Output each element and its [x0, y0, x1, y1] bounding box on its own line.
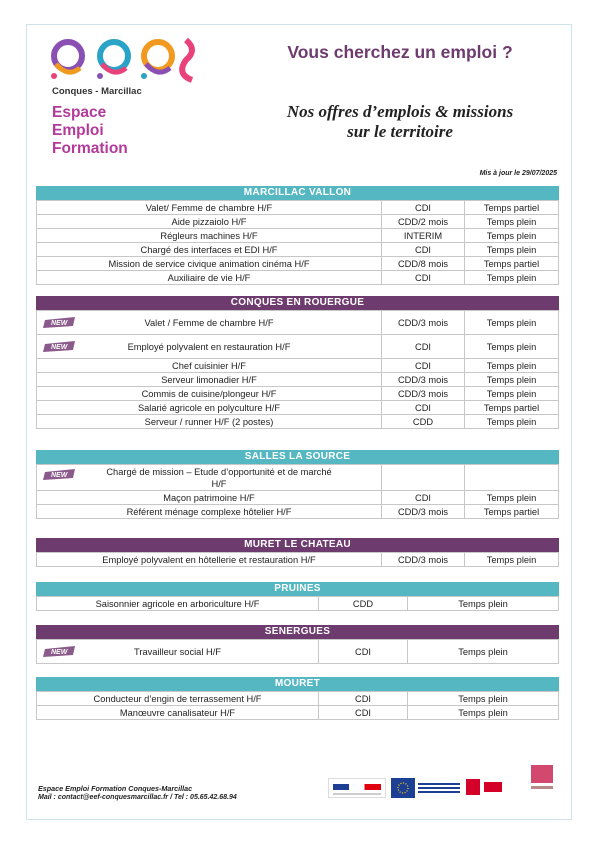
work-time: Temps plein — [465, 373, 559, 387]
work-time: Temps plein — [465, 311, 559, 335]
eef-logo — [46, 34, 206, 164]
contract-type: CDI — [319, 706, 408, 720]
job-title: Salarié agricole en polyculture H/F — [37, 401, 382, 415]
job-title — [37, 640, 319, 664]
new-badge-icon — [43, 645, 77, 657]
table-row[interactable] — [37, 387, 559, 401]
region-occitanie-logo-icon — [466, 778, 504, 796]
contract-type: CDD/3 mois — [382, 553, 465, 567]
work-time: Temps plein — [408, 692, 559, 706]
section-title: CONQUES EN ROUERGUE — [36, 296, 559, 310]
contract-type: CDD/3 mois — [382, 387, 465, 401]
contract-type: CDD/2 mois — [382, 215, 465, 229]
section-title: PRUINES — [36, 582, 559, 596]
job-title: Maçon patrimoine H/F — [37, 491, 382, 505]
contract-type: CDI — [319, 692, 408, 706]
job-title — [37, 465, 382, 491]
new-badge-text: NEW — [51, 344, 68, 351]
subtitle-line-1: Nos offres d’emplois & missions — [286, 102, 514, 121]
new-badge-text: NEW — [51, 649, 68, 656]
job-title: Serveur limonadier H/F — [37, 373, 382, 387]
footer-org: Espace Emploi Formation Conques-Marcillac — [38, 784, 193, 793]
job-title: Auxiliaire de vie H/F — [37, 271, 382, 285]
new-badge-icon — [43, 316, 77, 328]
contract-type: CDD/3 mois — [382, 505, 465, 519]
jobs-table — [36, 200, 559, 285]
work-time: Temps partiel — [465, 505, 559, 519]
table-row[interactable] — [37, 465, 559, 491]
table-row[interactable] — [37, 491, 559, 505]
table-row[interactable] — [37, 335, 559, 359]
new-badge-icon — [43, 468, 77, 480]
contract-type: CDI — [319, 640, 408, 664]
contract-type: CDD/3 mois — [382, 311, 465, 335]
work-time: Temps plein — [465, 271, 559, 285]
partner-logo-eu-text-icon — [416, 778, 462, 796]
work-time: Temps plein — [465, 491, 559, 505]
contract-type: CDI — [382, 359, 465, 373]
footer-contact[interactable]: Mail : contact@eef-conquesmarcillac.fr / Tel : 05.65.42.68.94 — [38, 794, 237, 801]
job-title: Manœuvre canalisateur H/F — [37, 706, 319, 720]
jobs-table — [36, 552, 559, 567]
work-time — [465, 465, 559, 491]
section-senergues — [36, 625, 559, 664]
contract-type: CDI — [382, 243, 465, 257]
jobs-table — [36, 464, 559, 519]
contract-type: INTERIM — [382, 229, 465, 243]
contract-type: CDD/8 mois — [382, 257, 465, 271]
job-title: Employé polyvalent en hôtellerie et restauration H/F — [37, 553, 382, 567]
logo-line-3: Formation — [52, 140, 128, 157]
section-title: SENERGUES — [36, 625, 559, 639]
new-badge-text: NEW — [51, 472, 68, 479]
jobs-table — [36, 639, 559, 664]
table-row[interactable] — [37, 415, 559, 429]
job-label: Valet / Femme de chambre H/F — [144, 317, 274, 328]
table-row[interactable] — [37, 692, 559, 706]
table-row[interactable] — [37, 597, 559, 611]
new-badge-text: NEW — [51, 320, 68, 327]
section-salles — [36, 450, 559, 519]
table-row[interactable] — [37, 215, 559, 229]
work-time: Temps plein — [465, 335, 559, 359]
eu-stars-icon — [392, 779, 414, 797]
table-row[interactable] — [37, 373, 559, 387]
work-time: Temps plein — [465, 387, 559, 401]
contract-type: CDI — [382, 271, 465, 285]
job-title: Conducteur d’engin de terrassement H/F — [37, 692, 319, 706]
table-row[interactable] — [37, 229, 559, 243]
logo-mark-icon — [46, 34, 201, 84]
work-time: Temps plein — [465, 243, 559, 257]
job-title: Serveur / runner H/F (2 postes) — [37, 415, 382, 429]
contract-type: CDD — [319, 597, 408, 611]
section-title: MARCILLAC VALLON — [36, 186, 559, 200]
table-row[interactable] — [37, 553, 559, 567]
jobs-table — [36, 691, 559, 720]
job-title: Aide pizzaiolo H/F — [37, 215, 382, 229]
new-badge-icon — [43, 340, 77, 352]
partner-logo-state-icon — [328, 778, 386, 798]
contract-type: CDI — [382, 401, 465, 415]
partner-logo-cm-icon — [529, 763, 555, 795]
contract-type: CDD/3 mois — [382, 373, 465, 387]
contract-type: CDI — [382, 491, 465, 505]
logo-line-2: Emploi — [52, 122, 104, 139]
contract-type — [382, 465, 465, 491]
table-row[interactable] — [37, 359, 559, 373]
table-row[interactable] — [37, 243, 559, 257]
subtitle-line-2: sur le territoire — [347, 122, 453, 141]
table-row[interactable] — [37, 201, 559, 215]
job-title: Valet/ Femme de chambre H/F — [37, 201, 382, 215]
job-label: Employé polyvalent en restauration H/F — [127, 341, 291, 352]
page-subtitle — [250, 102, 550, 142]
work-time: Temps plein — [465, 215, 559, 229]
jobs-table — [36, 310, 559, 429]
work-time: Temps plein — [465, 229, 559, 243]
section-marcillac — [36, 186, 559, 285]
work-time: Temps plein — [465, 553, 559, 567]
work-time: Temps plein — [408, 640, 559, 664]
contract-type: CDI — [382, 201, 465, 215]
job-title — [37, 335, 382, 359]
work-time: Temps partiel — [465, 201, 559, 215]
work-time: Temps plein — [465, 359, 559, 373]
logo-subtitle: Conques - Marcillac — [52, 86, 142, 97]
page-title: Vous cherchez un emploi ? — [287, 42, 513, 62]
job-label: Travailleur social H/F — [134, 646, 221, 657]
eu-flag-icon — [391, 778, 415, 798]
table-row[interactable] — [37, 271, 559, 285]
job-title: Saisonnier agricole en arboriculture H/F — [37, 597, 319, 611]
table-row[interactable] — [37, 706, 559, 720]
work-time: Temps partiel — [465, 257, 559, 271]
section-pruines — [36, 582, 559, 611]
section-title: SALLES LA SOURCE — [36, 450, 559, 464]
contract-type: CDI — [382, 335, 465, 359]
work-time: Temps plein — [465, 415, 559, 429]
job-title: Chef cuisinier H/F — [37, 359, 382, 373]
table-row[interactable] — [37, 401, 559, 415]
section-title: MOURET — [36, 677, 559, 691]
job-title: Commis de cuisine/plongeur H/F — [37, 387, 382, 401]
section-mouret — [36, 677, 559, 720]
job-title — [37, 311, 382, 335]
job-label: Chargé de mission – Etude d’opportunité et de marché H/F — [106, 467, 332, 489]
work-time: Temps plein — [408, 706, 559, 720]
section-conques — [36, 296, 559, 429]
job-title: Chargé des interfaces et EDI H/F — [37, 243, 382, 257]
table-row[interactable] — [37, 505, 559, 519]
section-muret — [36, 538, 559, 567]
work-time: Temps partiel — [465, 401, 559, 415]
section-title: MURET LE CHATEAU — [36, 538, 559, 552]
table-row[interactable] — [37, 311, 559, 335]
job-title: Mission de service civique animation cinéma H/F — [37, 257, 382, 271]
contract-type: CDD — [382, 415, 465, 429]
table-row[interactable] — [37, 257, 559, 271]
jobs-table — [36, 596, 559, 611]
logo-line-1: Espace — [52, 104, 107, 121]
update-date: Mis à jour le 29/07/2025 — [479, 170, 557, 177]
job-title: Référent ménage complexe hôtelier H/F — [37, 505, 382, 519]
work-time: Temps plein — [408, 597, 559, 611]
table-row[interactable] — [37, 640, 559, 664]
job-title: Régleurs machines H/F — [37, 229, 382, 243]
